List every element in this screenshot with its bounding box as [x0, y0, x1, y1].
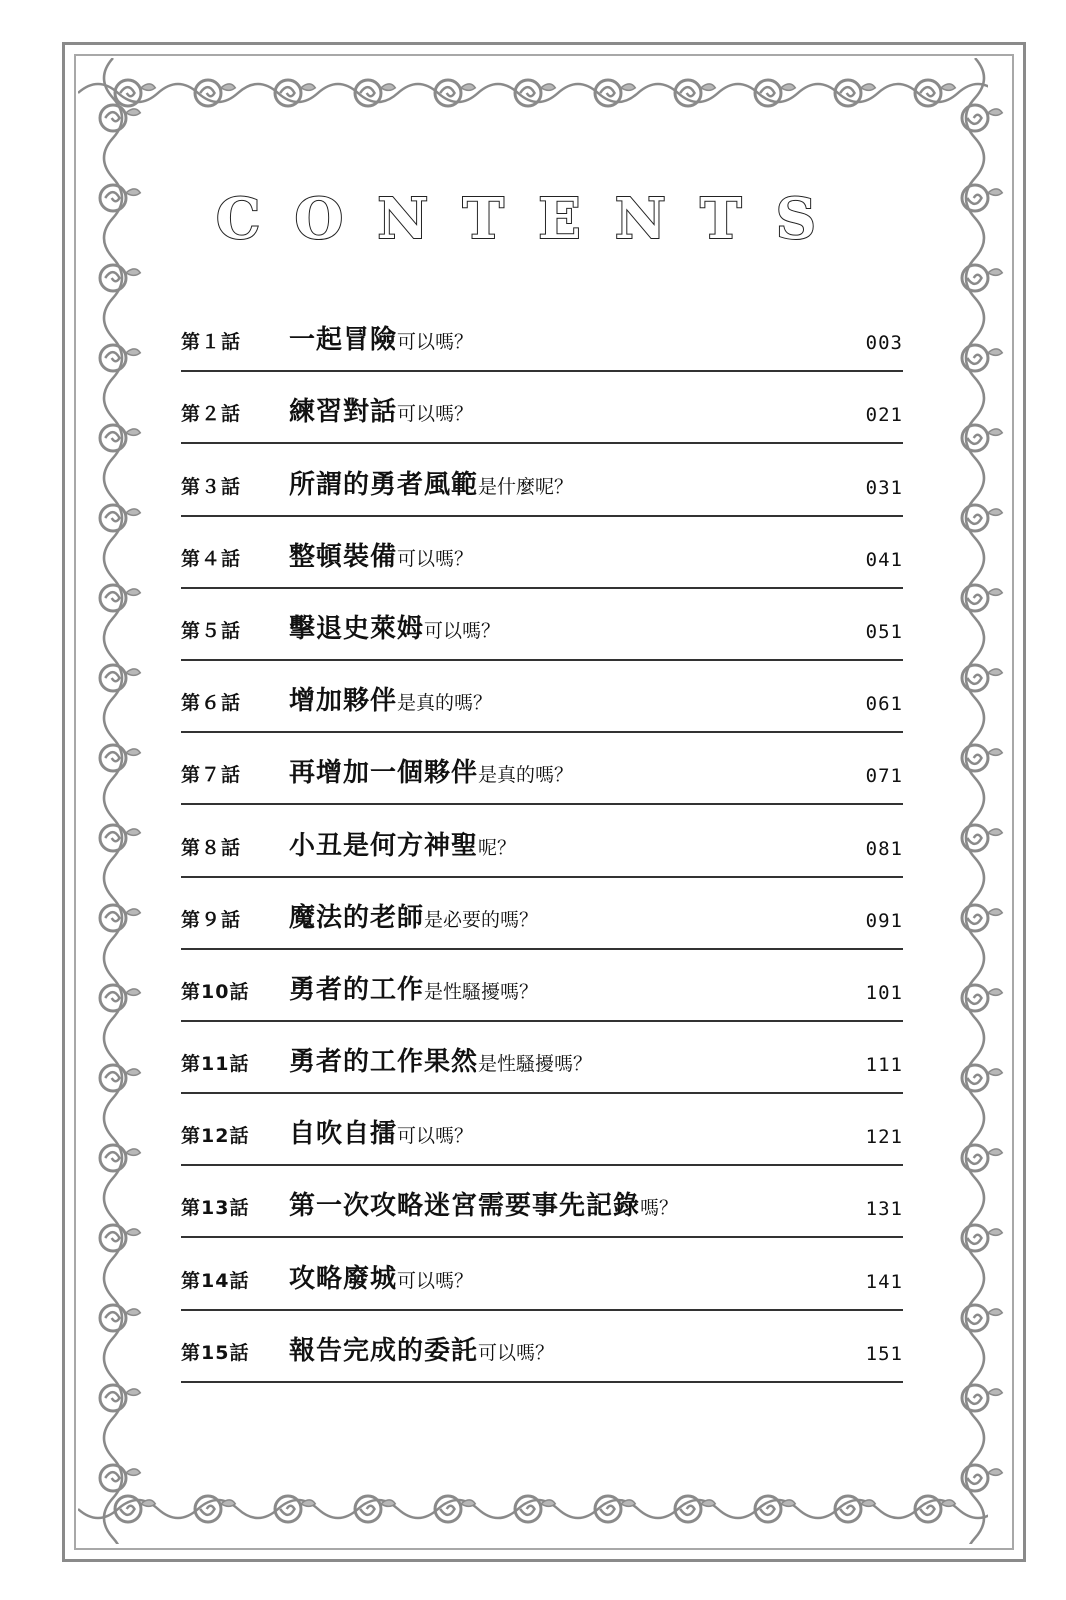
page-number: 021 [865, 404, 903, 427]
chapter-number: 第14話 [181, 1269, 250, 1292]
chapter-title-main: 自吹自擂 [289, 1119, 398, 1150]
toc-entry[interactable] [181, 1238, 903, 1310]
chapter-number: 第８話 [181, 836, 242, 859]
page-number: 101 [865, 981, 903, 1004]
page-title: CONTENTS [215, 186, 851, 252]
chapter-title-suffix: 可以嗎？ [424, 619, 501, 642]
vine-scroll-ornament [100, 1305, 140, 1331]
vine-scroll-ornament [100, 905, 140, 931]
toc-entry[interactable] [181, 517, 903, 589]
chapter-title-main: 練習對話 [289, 397, 398, 428]
page-number: 061 [865, 693, 903, 716]
vine-scroll-ornament [100, 505, 140, 531]
chapter-title-main: 擊退史萊姆 [289, 613, 425, 644]
vine-scroll-ornament [755, 1496, 795, 1522]
chapter-title-suffix: 可以嗎？ [397, 547, 474, 570]
page-number: 081 [865, 837, 903, 860]
toc-entry[interactable] [181, 950, 903, 1022]
vine-scroll-ornament [675, 80, 715, 106]
chapter-title [289, 1185, 678, 1222]
vine-scroll-ornament [100, 1465, 140, 1491]
chapter-number: 第13話 [181, 1197, 250, 1220]
chapter-title-suffix: 呢？ [478, 836, 517, 859]
chapter-title-suffix: 可以嗎？ [397, 403, 474, 426]
chapter-number: 第２話 [181, 403, 242, 426]
vine-scroll-ornament [755, 80, 795, 106]
vine-scroll-ornament [100, 585, 140, 611]
toc-entry[interactable] [181, 1311, 903, 1383]
page-number: 131 [865, 1198, 903, 1221]
chapter-number: 第５話 [181, 619, 242, 642]
chapter-title [289, 825, 516, 862]
chapter-title-suffix: 可以嗎？ [397, 1125, 474, 1148]
vine-border-bottom [78, 1474, 988, 1544]
vine-scroll-ornament [100, 105, 140, 131]
chapter-title-main: 增加夥伴 [289, 686, 398, 717]
vine-scroll-ornament [100, 1225, 140, 1251]
chapter-title [289, 464, 573, 501]
chapter-title-suffix: 是真的嗎？ [478, 764, 574, 787]
vine-border-top [78, 58, 988, 128]
page-number: 151 [865, 1342, 903, 1365]
chapter-number: 第７話 [181, 764, 242, 787]
chapter-title-main: 第一次攻略迷宮需要事先記錄 [289, 1191, 641, 1222]
vine-scroll-ornament [595, 80, 635, 106]
chapter-title-main: 勇者的工作 [289, 974, 425, 1005]
vine-scroll-ornament [195, 80, 235, 106]
chapter-title-suffix: 嗎？ [640, 1197, 679, 1220]
toc-entry[interactable] [181, 805, 903, 877]
toc-entry[interactable] [181, 589, 903, 661]
toc-entry[interactable] [181, 733, 903, 805]
toc-entry[interactable] [181, 1166, 903, 1238]
vine-scroll-ornament [675, 1496, 715, 1522]
chapter-title [289, 319, 473, 356]
chapter-title-suffix: 可以嗎？ [397, 1269, 474, 1292]
vine-scroll-ornament [195, 1496, 235, 1522]
page-number: 071 [865, 765, 903, 788]
chapter-title [289, 391, 473, 428]
chapter-number: 第15話 [181, 1341, 250, 1364]
toc-entry[interactable] [181, 1094, 903, 1166]
vine-scroll-ornament [595, 1496, 635, 1522]
chapter-title-suffix: 可以嗎？ [478, 1341, 555, 1364]
chapter-title-main: 魔法的老師 [289, 902, 425, 933]
chapter-title [289, 1041, 592, 1078]
toc-entry[interactable] [181, 444, 903, 516]
vine-scroll-ornament [100, 985, 140, 1011]
page-number: 003 [865, 332, 903, 355]
chapter-title [289, 1258, 473, 1295]
vine-scroll-ornament [100, 825, 140, 851]
chapter-title [289, 1113, 473, 1150]
page-number: 041 [865, 548, 903, 571]
vine-scroll-ornament [435, 1496, 475, 1522]
chapter-number: 第３話 [181, 475, 242, 498]
chapter-title [289, 536, 473, 573]
chapter-title-main: 整頓裝備 [289, 541, 398, 572]
toc-entry[interactable] [181, 1022, 903, 1094]
chapter-title-main: 攻略廢城 [289, 1263, 398, 1294]
vine-scroll-ornament [515, 1496, 555, 1522]
chapter-title [289, 608, 500, 645]
toc-entry[interactable] [181, 661, 903, 733]
vine-scroll-ornament [515, 80, 555, 106]
chapter-number: 第６話 [181, 692, 242, 715]
table-of-contents [181, 300, 903, 1383]
chapter-title-suffix: 是真的嗎？ [397, 692, 493, 715]
chapter-title [289, 969, 538, 1006]
chapter-title [289, 752, 573, 789]
chapter-title-suffix: 是必要的嗎？ [424, 908, 539, 931]
vine-scroll-ornament [275, 1496, 315, 1522]
chapter-title-suffix: 是什麼呢？ [478, 475, 574, 498]
page-number: 111 [865, 1054, 903, 1077]
vine-scroll-ornament [355, 80, 395, 106]
page-number: 031 [865, 476, 903, 499]
vine-scroll-ornament [100, 1065, 140, 1091]
vine-border-left [78, 58, 148, 1544]
chapter-title [289, 680, 492, 717]
chapter-title-main: 所謂的勇者風範 [289, 469, 479, 500]
chapter-number: 第10話 [181, 980, 250, 1003]
chapter-title-main: 再增加一個夥伴 [289, 758, 479, 789]
chapter-title-main: 報告完成的委託 [289, 1335, 479, 1366]
toc-entry[interactable] [181, 372, 903, 444]
chapter-title [289, 1330, 554, 1367]
chapter-title [289, 897, 538, 934]
vine-scroll-ornament [100, 1385, 140, 1411]
vine-scroll-ornament [835, 80, 875, 106]
page-number: 141 [865, 1270, 903, 1293]
toc-entry[interactable] [181, 878, 903, 950]
vine-scroll-ornament [100, 745, 140, 771]
vine-scroll-ornament [100, 1145, 140, 1171]
vine-scroll-ornament [835, 1496, 875, 1522]
chapter-title-main: 小丑是何方神聖 [289, 830, 479, 861]
chapter-number: 第11話 [181, 1053, 250, 1076]
vine-scroll-ornament [435, 80, 475, 106]
chapter-number: 第９話 [181, 908, 242, 931]
vine-border-right [940, 58, 1010, 1544]
vine-scroll-ornament [100, 265, 140, 291]
vine-scroll-ornament [100, 345, 140, 371]
vine-scroll-ornament [100, 665, 140, 691]
chapter-number: 第４話 [181, 547, 242, 570]
chapter-title-suffix: 可以嗎？ [397, 331, 474, 354]
chapter-title-main: 一起冒險 [289, 325, 398, 356]
chapter-title-main: 勇者的工作果然 [289, 1047, 479, 1078]
chapter-title-suffix: 是性騷擾嗎？ [424, 980, 539, 1003]
toc-entry[interactable] [181, 300, 903, 372]
vine-scroll-ornament [100, 425, 140, 451]
page-number: 091 [865, 909, 903, 932]
page-number: 121 [865, 1126, 903, 1149]
chapter-number: 第12話 [181, 1125, 250, 1148]
chapter-number: 第１話 [181, 331, 242, 354]
chapter-title-suffix: 是性騷擾嗎？ [478, 1053, 593, 1076]
page-number: 051 [865, 620, 903, 643]
vine-scroll-ornament [355, 1496, 395, 1522]
vine-scroll-ornament [275, 80, 315, 106]
